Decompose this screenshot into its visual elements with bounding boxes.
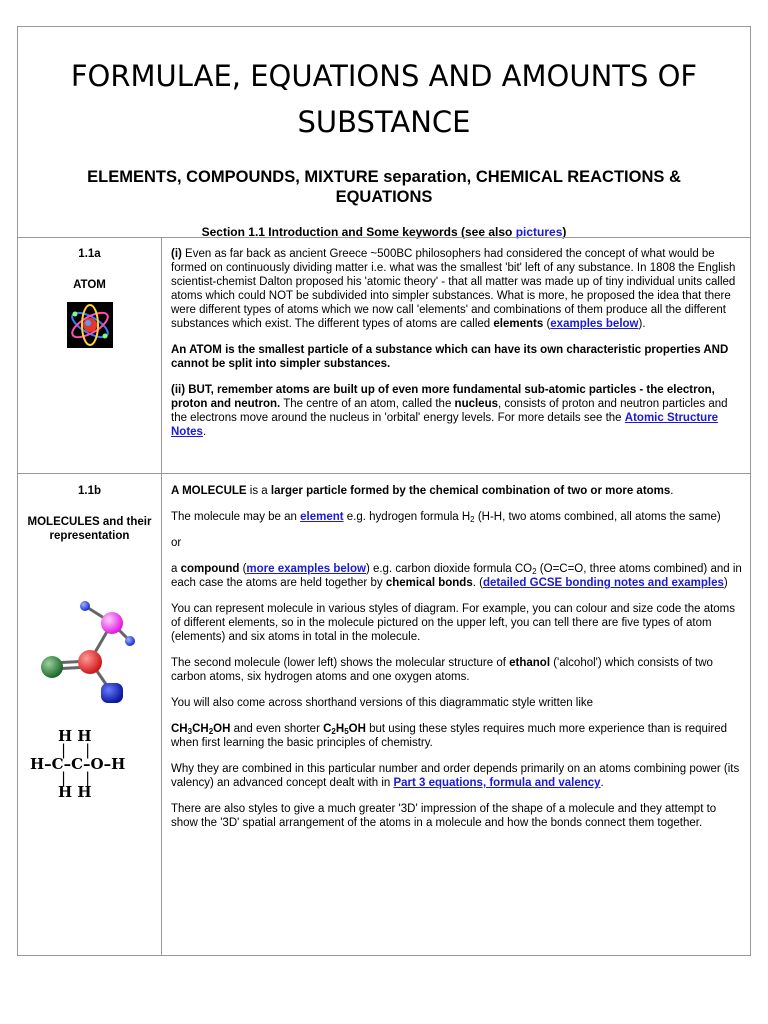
row-atom-content [171,247,742,451]
row-heading: MOLECULES and their representation [27,516,152,542]
period: . [600,777,604,789]
formula-short [323,723,366,735]
paragraph-text: ) e.g. carbon dioxide formula CO [365,563,533,575]
formula-part: OH [213,723,231,735]
formula-part: C [323,723,332,735]
row-molecules-content [171,484,742,842]
molecule-paragraph-7: You will also come across shorthand versions of this diagrammatic style written like [171,697,594,709]
compound-term: compound [180,563,240,575]
paren: ( [543,318,551,330]
structure-top-bonds: | | [61,741,91,759]
page-subtitle: ELEMENTS, COMPOUNDS, MIXTURE separation, CHEMICAL REACTIONS & EQUATIONS [87,168,681,206]
structure-bottom-hydrogens: H H [58,783,92,801]
section-heading-text: Section 1.1 Introduction and Some keywords (see also [201,225,516,239]
structure-top-hydrogens: H H [58,727,92,745]
subatomic-lead: (ii) BUT, remember atoms are built up of even more fundamental sub-atomic particles - the electron, proton and neutron. [171,384,715,410]
paragraph-text: but using these styles requires much more experience than is required when first learning the basic principles of chemistry. [171,723,728,749]
atom-image [67,302,113,348]
paragraph-lead: (i) [171,248,182,260]
structure-bottom-bonds: | | [61,769,91,787]
table-row-divider [18,473,750,474]
part-3-equations-link[interactable]: Part 3 equations, formula and valency [393,777,601,789]
molecule-paragraph-2 [171,510,742,524]
paren-close: ) [723,577,728,589]
subscript: 2 [532,567,537,576]
paragraph-text: The centre of an atom, called the [280,398,455,410]
molecule-term: A MOLECULE [171,485,247,497]
paragraph-text: Even as far back as ancient Greece ~500BC philosophers had considered the concept of what would be formed on continuously dividing matter i.e. what was the smallest 'bit' left of any substance. In 1808 the English scientist-chemist Dalton proposed his 'atomic theory' - that all matter was made up of tiny individual units called atoms which could NOT be subdivided into simpler substances. What is more, he proposed the idea that there were different types of atoms which we now call 'elements' and combinations of them produce all the different substances which exist. The different types of atoms are called [171,248,736,330]
molecule-paragraph-5: You can represent molecule in various styles of diagram. For example, you can colour and size code the atoms of different elements, so in the molecule pictured on the upper left, you can tell there are five types of atom (elements) and six atoms in total in the molecule. [171,603,736,643]
molecule-definition [171,484,742,498]
section-heading-suffix: ) [562,225,567,239]
row-atom-label [18,247,161,352]
formula-part: CH [171,723,188,735]
paragraph-text: (O=C=O, three atoms combined) and in each case the atoms are held together by [171,563,742,589]
more-examples-below-link[interactable]: more examples below [246,563,366,575]
paren-close: ). [638,318,646,330]
nucleus-term: nucleus [454,398,499,410]
molecule-paragraph-3: or [171,537,182,549]
subscript: 5 [344,727,349,736]
paragraph-text: The molecule may be an [171,511,301,523]
paragraph-text: e.g. hydrogen formula H [343,511,471,523]
document-page [17,26,751,956]
subscript: 3 [187,727,193,736]
atomic-structure-notes-link[interactable]: Atomic Structure Notes [171,412,719,438]
paragraph-text: (H-H, two atoms combined, all atoms the same) [474,511,721,523]
molecule-paragraph-6 [171,656,742,684]
formula-part: H [335,723,345,735]
paragraph-text: a [171,563,181,575]
elements-term: elements [493,318,544,330]
page-title: FORMULAE, EQUATIONS AND AMOUNTS OF SUBSTANCE [70,59,698,139]
gcse-bonding-notes-link[interactable]: detailed GCSE bonding notes and examples [482,577,724,589]
table-column-divider [161,237,162,955]
period: . [670,485,674,497]
ethanol-term: ethanol [509,657,551,669]
formula-part: OH [348,723,366,735]
row-number: 1.1b [77,485,101,497]
row-number: 1.1a [78,248,101,260]
atom-definition [171,343,742,371]
element-link[interactable]: element [300,511,344,523]
paragraph-text: ('alcohol') which consists of two carbon atoms, six hydrogen atoms and one oxygen atoms. [171,657,713,683]
paragraph-text: , consists of proton and neutron particles and the electrons move around the nucleus in 'orbital' energy levels. For more details see the [171,398,728,424]
atom-paragraph-1 [171,247,742,331]
formula-part: CH [192,723,209,735]
molecule-model-image [30,587,140,707]
molecule-definition-text: larger particle formed by the chemical combination of two or more atoms [270,485,671,497]
paragraph-text: Why they are combined in this particular number and order depends primarily on an atoms combining power (its valency) an advanced concept dealt with in [171,763,740,789]
paren: . ( [472,577,483,589]
molecule-paragraph-4 [171,562,742,590]
molecule-paragraph-9 [171,762,742,790]
paragraph-text: is a [246,485,271,497]
subscript: 2 [208,727,214,736]
ethanol-structure [30,727,160,807]
structure-chain: H–C–C–O–H [30,755,126,773]
chemical-bonds-term: chemical bonds [385,577,473,589]
row-molecules-label [18,484,161,543]
examples-below-link[interactable]: examples below [550,318,639,330]
atom-paragraph-3 [171,383,742,439]
subscript: 2 [470,515,475,524]
period: . [202,426,207,438]
molecule-paragraph-10: There are also styles to give a much greater '3D' impression of the shape of a molecule and they attempt to show the '3D' spatial arrangement of the atoms in a molecule and how the bonds connect them together. [171,803,717,829]
paragraph-text: The second molecule (lower left) shows the molecular structure of [171,657,510,669]
formula-long [171,723,230,735]
molecule-paragraph-8 [171,722,742,750]
table-top-border [18,237,750,238]
row-heading: ATOM [73,279,106,291]
paren: ( [239,563,247,575]
paragraph-text: and even shorter [230,723,324,735]
pictures-link[interactable]: pictures [515,225,563,239]
atom-definition-text: An ATOM is the smallest particle of a substance which can have its own characteristic properties AND cannot be split into simpler substances. [171,344,729,370]
subscript: 2 [331,727,336,736]
